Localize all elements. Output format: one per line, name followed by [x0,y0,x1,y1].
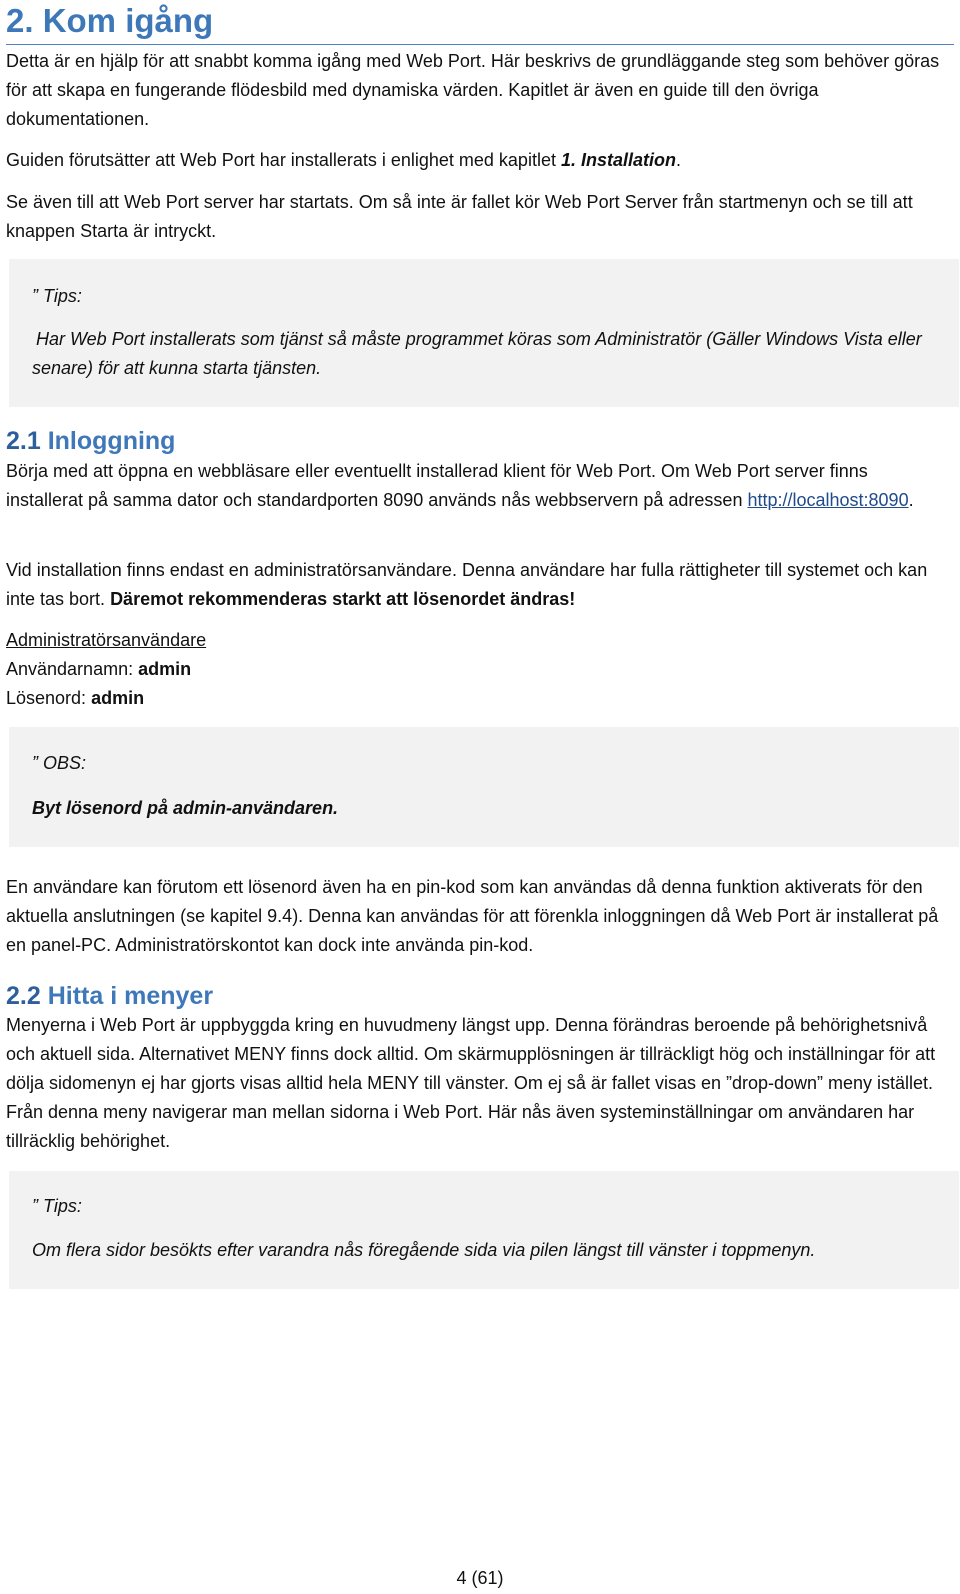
section-number: 2.1 [6,427,41,455]
login-text-end: . [908,490,914,510]
section-heading-login [6,425,175,457]
password-line [6,684,946,713]
tip-text: Har Web Port installerats som tjänst så måste programmet köras som Administratör (Gäller Windows Vista eller senare) för att kunna starta tjänsten. [32,329,922,378]
tip-text: Om flera sidor besökts efter varandra nås föregående sida via pilen längst till vänster i toppmenyn. [32,1240,816,1260]
section-heading-menus [6,980,213,1012]
admin-text: Vid installation finns endast en administratörsanvändare. Denna användare har fulla rättigheter till systemet och kan inte tas bort. [6,560,928,609]
section-number: 2.2 [6,982,41,1010]
admin-paragraph [6,556,946,614]
admin-label: Administratörsanvändare [6,630,207,650]
username-label: Användarnamn: [6,659,139,679]
prerequisite-end: . [675,150,681,170]
localhost-link[interactable]: http://localhost:8090 [747,490,909,510]
username-value: admin [138,659,192,679]
tip-title: ” Tips: [32,1196,82,1216]
tip-box-menus [9,1171,959,1289]
admin-credentials [6,626,946,713]
login-paragraph [6,457,946,515]
section-title: Hitta i menyer [47,982,214,1010]
obs-title: ” OBS: [32,753,87,773]
login-text: Börja med att öppna en webbläsare eller eventuellt installerad klient för Web Port. Om Web Port server finns installerat på samma dator och standardporten 8090 används nås webbservern på adressen [6,461,868,510]
prerequisite-text: Guiden förutsätter att Web Port har installerats i enlighet med kapitlet [6,150,561,170]
obs-box [9,727,959,847]
pin-code-paragraph: En användare kan förutom ett lösenord även ha en pin-kod som kan användas då denna funktion aktiverats för den aktuella anslutningen (se kapitel 9.4). Denna kan användas för att förenkla inloggningen då Web Port är installerat på en panel-PC. Administratörskontot kan dock inte använda pin-kod. [6,877,939,955]
intro-paragraph: Detta är en hjälp för att snabbt komma igång med Web Port. Här beskrivs de grundläggande steg som behöver göras för att skapa en fungerande flödesbild med dynamiska värden. Kapitlet är även en guide till den övriga dokumentationen. [6,51,940,129]
menus-paragraph: Menyerna i Web Port är uppbyggda kring en huvudmeny längst upp. Denna förändras beroende på behörighetsnivå och aktuell sida. Alternativet MENY finns dock alltid. Om skärmupplösningen är tillräckligt hög och inställningar för att dölja sidomenyn ej har gjorts visas alltid hela MENY till vänster. Om ej så är fallet visas en ”drop-down” meny istället. Från denna meny navigerar man mellan sidorna i Web Port. Här nås även systeminställningar om användaren har tillräcklig behörighet. [6,1015,936,1151]
server-start-paragraph: Se även till att Web Port server har startats. Om så inte är fallet kör Web Port Server från startmenyn och se till att knappen Starta är intryckt. [6,192,913,241]
username-line [6,655,946,684]
page-number: 4 (61) [456,1568,504,1588]
chapter-reference: 1. Installation [560,150,676,170]
password-warning: Däremot rekommenderas starkt att lösenordet ändras! [110,589,576,609]
page-title: 2. Kom igång [6,0,954,45]
prerequisite-paragraph [6,146,946,175]
section-title: Inloggning [47,427,176,455]
tip-title: ” Tips: [32,286,82,306]
tip-box [9,259,959,407]
obs-text: Byt lösenord på admin-användaren. [32,798,339,818]
password-label: Lösenord: [6,688,92,708]
password-value: admin [91,688,145,708]
